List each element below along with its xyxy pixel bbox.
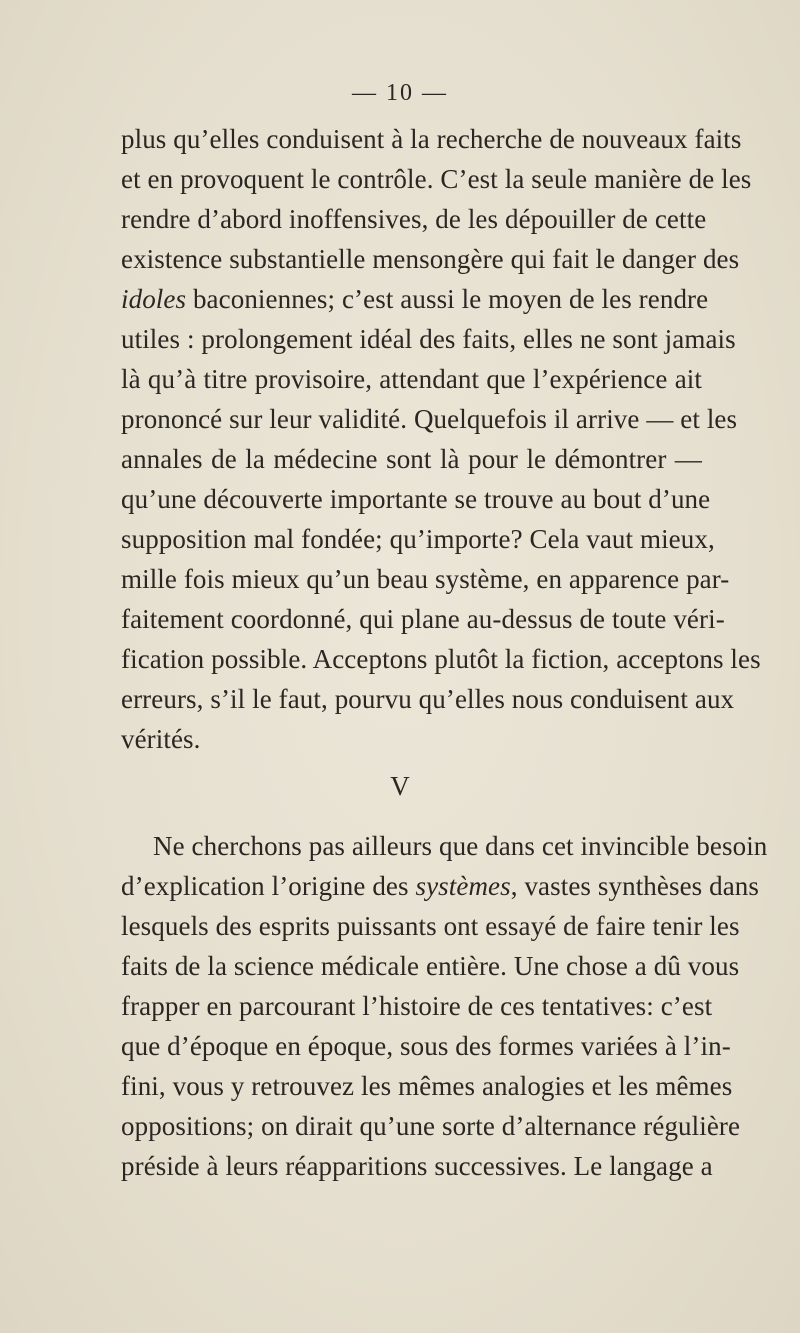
text-line: annales de la médecine sont là pour le démontrer —: [121, 444, 702, 474]
text-line: fini, vous y retrouvez les mêmes analogies et les mêmes: [121, 1071, 733, 1101]
text-line: existence substantielle mensongère qui fait le danger des: [121, 244, 740, 274]
text-line: oppositions; on dirait qu’une sorte d’alternance régulière: [121, 1111, 741, 1141]
text-span: d’explication l’origine des: [121, 871, 416, 901]
text-line: faitement coordonné, qui plane au-dessus de toute véri-: [121, 604, 725, 634]
text-line: utiles : prolongement idéal des faits, elles ne sont jamais: [121, 324, 736, 354]
text-line: rendre d’abord inoffensives, de les dépouiller de cette: [121, 204, 707, 234]
text-span: baconiennes; c’est aussi le moyen de les rendre: [186, 284, 709, 314]
text-line: et en provoquent le contrôle. C’est la seule manière de les: [121, 164, 752, 194]
text-line: vérités.: [121, 724, 201, 754]
text-line: [121, 279, 709, 319]
text-span: , vastes synthèses dans: [510, 871, 760, 901]
text-line: qu’une découverte importante se trouve au bout d’une: [121, 484, 711, 514]
text-line: [121, 866, 760, 906]
page-number: — 10 —: [352, 80, 448, 106]
text-line: supposition mal fondée; qu’importe? Cela vaut mieux,: [121, 524, 715, 554]
text-line: préside à leurs réapparitions successives. Le langage a: [121, 1151, 713, 1181]
text-line: erreurs, s’il le faut, pourvu qu’elles nous conduisent aux: [121, 684, 735, 714]
text-line: prononcé sur leur validité. Quelquefois il arrive — et les: [121, 404, 738, 434]
text-line: frapper en parcourant l’histoire de ces tentatives: c’est: [121, 991, 713, 1021]
section-heading: V: [390, 771, 410, 801]
text-line: plus qu’elles conduisent à la recherche de nouveaux faits: [121, 124, 742, 154]
text-line: que d’époque en époque, sous des formes variées à l’in-: [121, 1031, 731, 1061]
text-line: fication possible. Acceptons plutôt la fiction, acceptons les: [121, 644, 761, 674]
italic-word: systèmes: [415, 871, 511, 901]
text-line: lesquels des esprits puissants ont essayé de faire tenir les: [121, 911, 740, 941]
text-line: faits de la science médicale entière. Une chose a dû vous: [121, 951, 740, 981]
text-line: Ne cherchons pas ailleurs que dans cet invincible besoin: [153, 831, 768, 861]
text-line: là qu’à titre provisoire, attendant que l’expérience ait: [121, 364, 702, 394]
italic-word: idoles: [121, 284, 187, 314]
text-line: mille fois mieux qu’un beau système, en apparence par-: [121, 564, 730, 594]
